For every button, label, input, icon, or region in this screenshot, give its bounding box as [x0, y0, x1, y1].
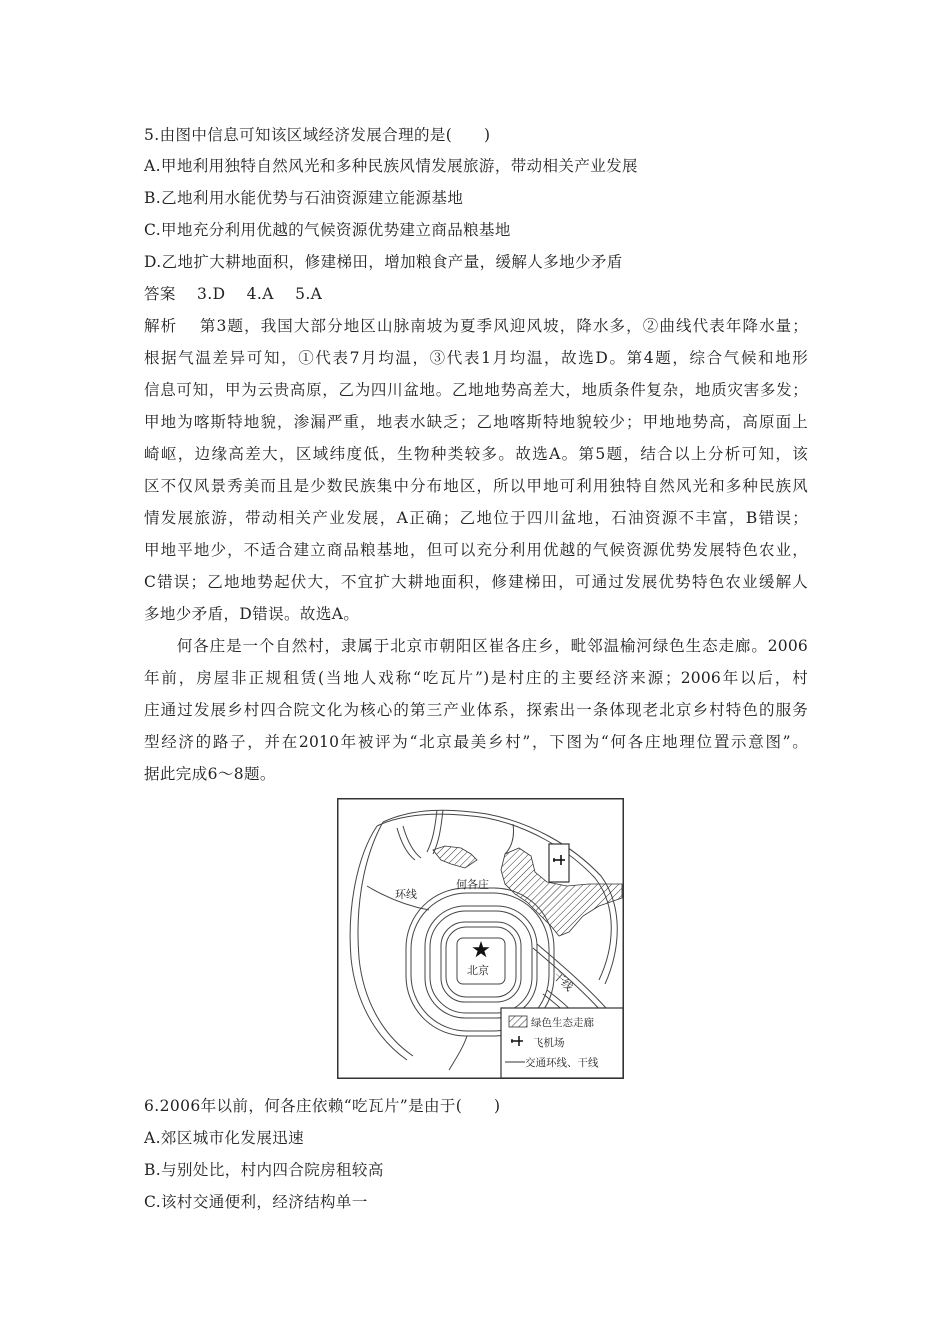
- q6-option-c: C.该村交通便利，经济结构单一: [144, 1193, 368, 1211]
- analysis-line: 情发展旅游，带动相关产业发展，A正确；乙地位于四川盆地，石油资源不丰富，B错误；: [144, 509, 808, 527]
- analysis-line: 解析 第3题，我国大部分地区山脉南坡为夏季风迎风坡，降水多，②曲线代表年降水量；: [144, 317, 808, 335]
- intro-line: 型经济的路子，并在2010年被评为“北京最美乡村”，下图为“何各庄地理位置示意图”。: [144, 733, 808, 751]
- q5-option-b: B.乙地利用水能优势与石油资源建立能源基地: [144, 189, 464, 207]
- ring-road-label: 环线: [395, 888, 417, 901]
- legend-roads-label: 交通环线、干线: [525, 1057, 599, 1069]
- trunk-road-label: 干线: [550, 969, 576, 994]
- analysis-line: 区不仅风景秀美而且是少数民族集中分布地区，所以甲地可利用独特自然风光和多种民族风: [144, 477, 808, 495]
- q5-option-a: A.甲地利用独特自然风光和多种民族风情发展旅游，带动相关产业发展: [144, 157, 638, 175]
- analysis-line: 崎岖，边缘高差大，区域纬度低，生物种类较多。故选A。第5题，结合以上分析可知，该: [144, 445, 808, 463]
- q5-stem: 5.由图中信息可知该区域经济发展合理的是( ): [144, 126, 491, 144]
- hegezhuang-location-map: [337, 798, 624, 1079]
- analysis-line: 信息可知，甲为云贵高原，乙为四川盆地。乙地地势高差大，地质条件复杂，地质灾害多发；: [144, 381, 808, 399]
- analysis-line: 根据气温差异可知，①代表7月均温，③代表1月均温，故选D。第4题，综合气候和地形: [144, 349, 808, 367]
- legend-corridor-label: 绿色生态走廊: [531, 1017, 594, 1029]
- airport-area: [549, 844, 569, 882]
- intro-line: 何各庄是一个自然村，隶属于北京市朝阳区崔各庄乡，毗邻温榆河绿色生态走廊。2006: [144, 637, 808, 655]
- beijing-label: 北京: [467, 964, 489, 977]
- analysis-line: 甲地平地少，不适合建立商品粮基地，但可以充分利用优越的气候资源优势发展特色农业，: [144, 541, 808, 559]
- analysis-line: C错误；乙地地势起伏大，不宜扩大耕地面积，修建梯田，可通过发展优势特色农业缓解人: [144, 573, 808, 591]
- analysis-line: 甲地为喀斯特地貌，渗漏严重，地表水缺乏；乙地喀斯特地貌较少；甲地地势高，高原面上: [144, 413, 808, 431]
- village-label: 何各庄: [456, 878, 489, 891]
- intro-line: 庄通过发展乡村四合院文化为核心的第三产业体系，探索出一条体现老北京乡村特色的服务: [144, 701, 808, 719]
- q6-option-b: B.与别处比，村内四合院房租较高: [144, 1161, 384, 1179]
- q5-option-d: D.乙地扩大耕地面积，修建梯田，增加粮食产量，缓解人多地少矛盾: [144, 253, 623, 271]
- q6-stem: 6.2006年以前，何各庄依赖“吃瓦片”是由于( ): [144, 1097, 501, 1115]
- intro-line: 据此完成6～8题。: [144, 765, 276, 783]
- intro-line: 年前，房屋非正规租赁(当地人戏称“吃瓦片”)是村庄的主要经济来源；2006年以后，村: [144, 669, 808, 687]
- analysis-line: 多地少矛盾，D错误。故选A。: [144, 605, 360, 623]
- q5-option-c: C.甲地充分利用优越的气候资源优势建立商品粮基地: [144, 221, 511, 239]
- answer-line: 答案 3.D 4.A 5.A: [144, 285, 323, 303]
- legend-airport-label: 飞机场: [533, 1037, 565, 1049]
- q6-option-a: A.郊区城市化发展迅速: [144, 1129, 305, 1147]
- legend-corridor-swatch: [509, 1016, 527, 1027]
